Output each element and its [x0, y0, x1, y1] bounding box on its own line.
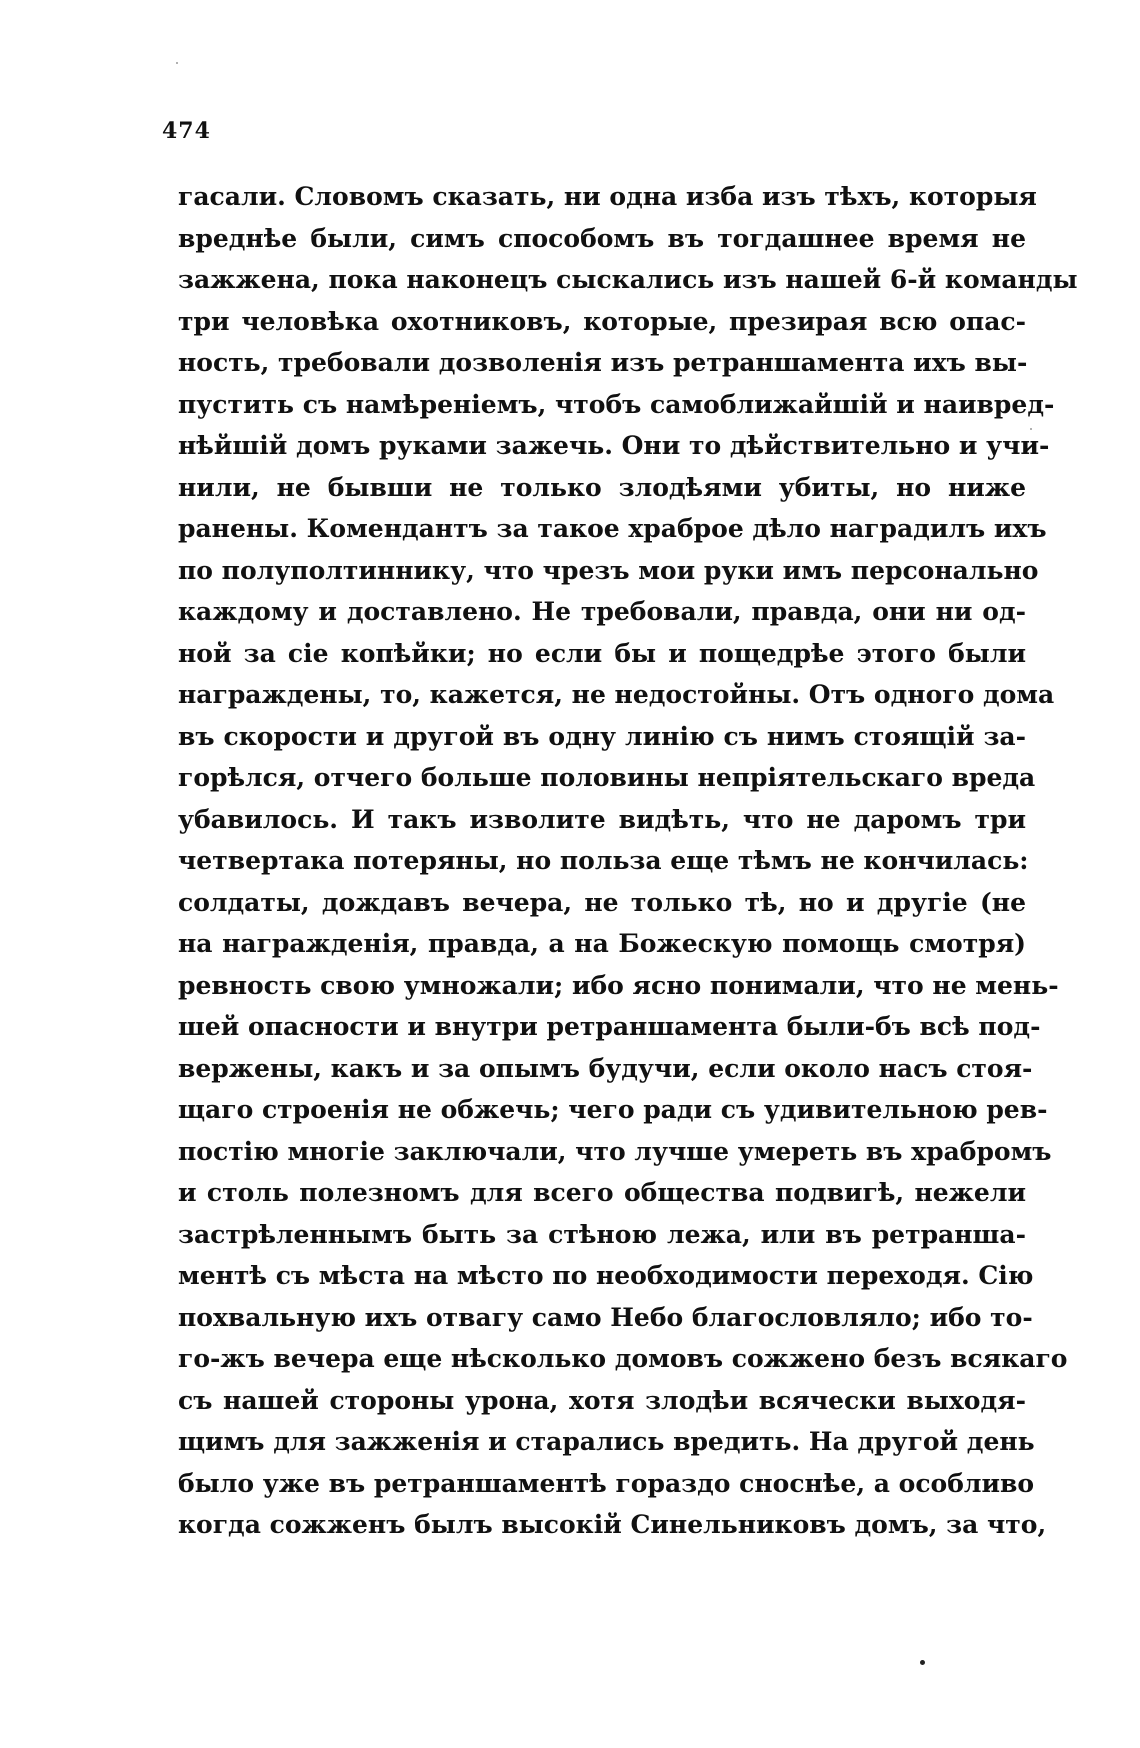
text-line: по полуполтиннику, что чрезъ мои руки имъ персонально	[178, 555, 1039, 585]
text-line: и столь полезномъ для всего общества подвигѣ, нежели	[178, 1178, 1026, 1207]
text-line: четвертака потеряны, но польза еще тѣмъ не кончилась:	[178, 846, 1029, 875]
text-line: пустить съ намѣреніемъ, чтобъ самоближайшій и наивред-	[178, 389, 1055, 419]
text-line: вреднѣе были, симъ способомъ въ тогдашнее время не	[178, 223, 1026, 253]
text-line: ранены. Комендантъ за такое храброе дѣло наградилъ ихъ	[178, 514, 1047, 543]
text-line: зажжена, пока наконецъ сыскались изъ нашей 6-й команды	[178, 265, 1078, 294]
text-line: на награжденія, правда, а на Божескую помощь смотря)	[178, 929, 1026, 958]
scan-speck	[1030, 428, 1032, 430]
text-line: ментѣ съ мѣста на мѣсто по необходимости переходя. Сію	[178, 1261, 1034, 1290]
text-line: горѣлся, отчего больше половины непріятельскаго вреда	[178, 763, 1036, 792]
text-line: застрѣленнымъ быть за стѣною лежа, или въ ретранша-	[178, 1219, 1026, 1249]
text-line: убавилось. И такъ изволите видѣть, что не даромъ три	[178, 804, 1026, 834]
text-line: го-жъ вечера еще нѣсколько домовъ сожжено безъ всякаго	[178, 1344, 1068, 1373]
text-line: постію многіе заключали, что лучше умереть въ храбромъ	[178, 1136, 1052, 1166]
text-line: было уже въ ретраншаментѣ гораздо сноснѣе, а особливо	[178, 1468, 1035, 1498]
text-line: похвальную ихъ отвагу само Небо благословляло; ибо то-	[178, 1302, 1033, 1332]
body-text	[178, 176, 1078, 1546]
scan-speck	[176, 62, 178, 64]
text-line: гасали. Словомъ сказать, ни одна изба изъ тѣхъ, которыя	[178, 182, 1037, 211]
text-line: вержены, какъ и за опымъ будучи, если около насъ стоя-	[178, 1053, 1033, 1083]
page-number: 474	[162, 118, 211, 144]
scan-speck	[920, 1660, 925, 1665]
text-line: щимъ для зажженія и старались вредить. На другой день	[178, 1427, 1035, 1456]
text-line: щаго строенія не обжечь; чего ради съ удивительною рев-	[178, 1095, 1048, 1124]
text-line: нѣйшій домъ руками зажечь. Они то дѣйствительно и учи-	[178, 431, 1050, 460]
text-line: когда сожженъ былъ высокій Синельниковъ домъ, за что,	[178, 1510, 1047, 1539]
text-line: нили, не бывши не только злодѣями убиты, но ниже	[178, 472, 1026, 502]
text-line: ность, требовали дозволенія изъ ретраншамента ихъ вы-	[178, 348, 1028, 377]
text-line: шей опасности и внутри ретраншамента были-бъ всѣ под-	[178, 1012, 1041, 1041]
text-line: ной за сіе копѣйки; но если бы и пощедрѣе этого были	[178, 638, 1026, 668]
text-line: каждому и доставлено. Не требовали, правда, они ни од-	[178, 597, 1026, 626]
text-line: въ скорости и другой въ одну линію съ нимъ стоящій за-	[178, 721, 1026, 751]
text-line: солдаты, дождавъ вечера, не только тѣ, но и другіе (не	[178, 887, 1026, 917]
text-line: ревность свою умножали; ибо ясно понимали, что не мень-	[178, 970, 1059, 1000]
text-line: съ нашей стороны урона, хотя злодѣи всячески выходя-	[178, 1385, 1026, 1415]
text-line: три человѣка охотниковъ, которые, презирая всю опас-	[178, 306, 1026, 336]
text-line: награждены, то, кажется, не недостойны. Отъ одного дома	[178, 680, 1055, 709]
